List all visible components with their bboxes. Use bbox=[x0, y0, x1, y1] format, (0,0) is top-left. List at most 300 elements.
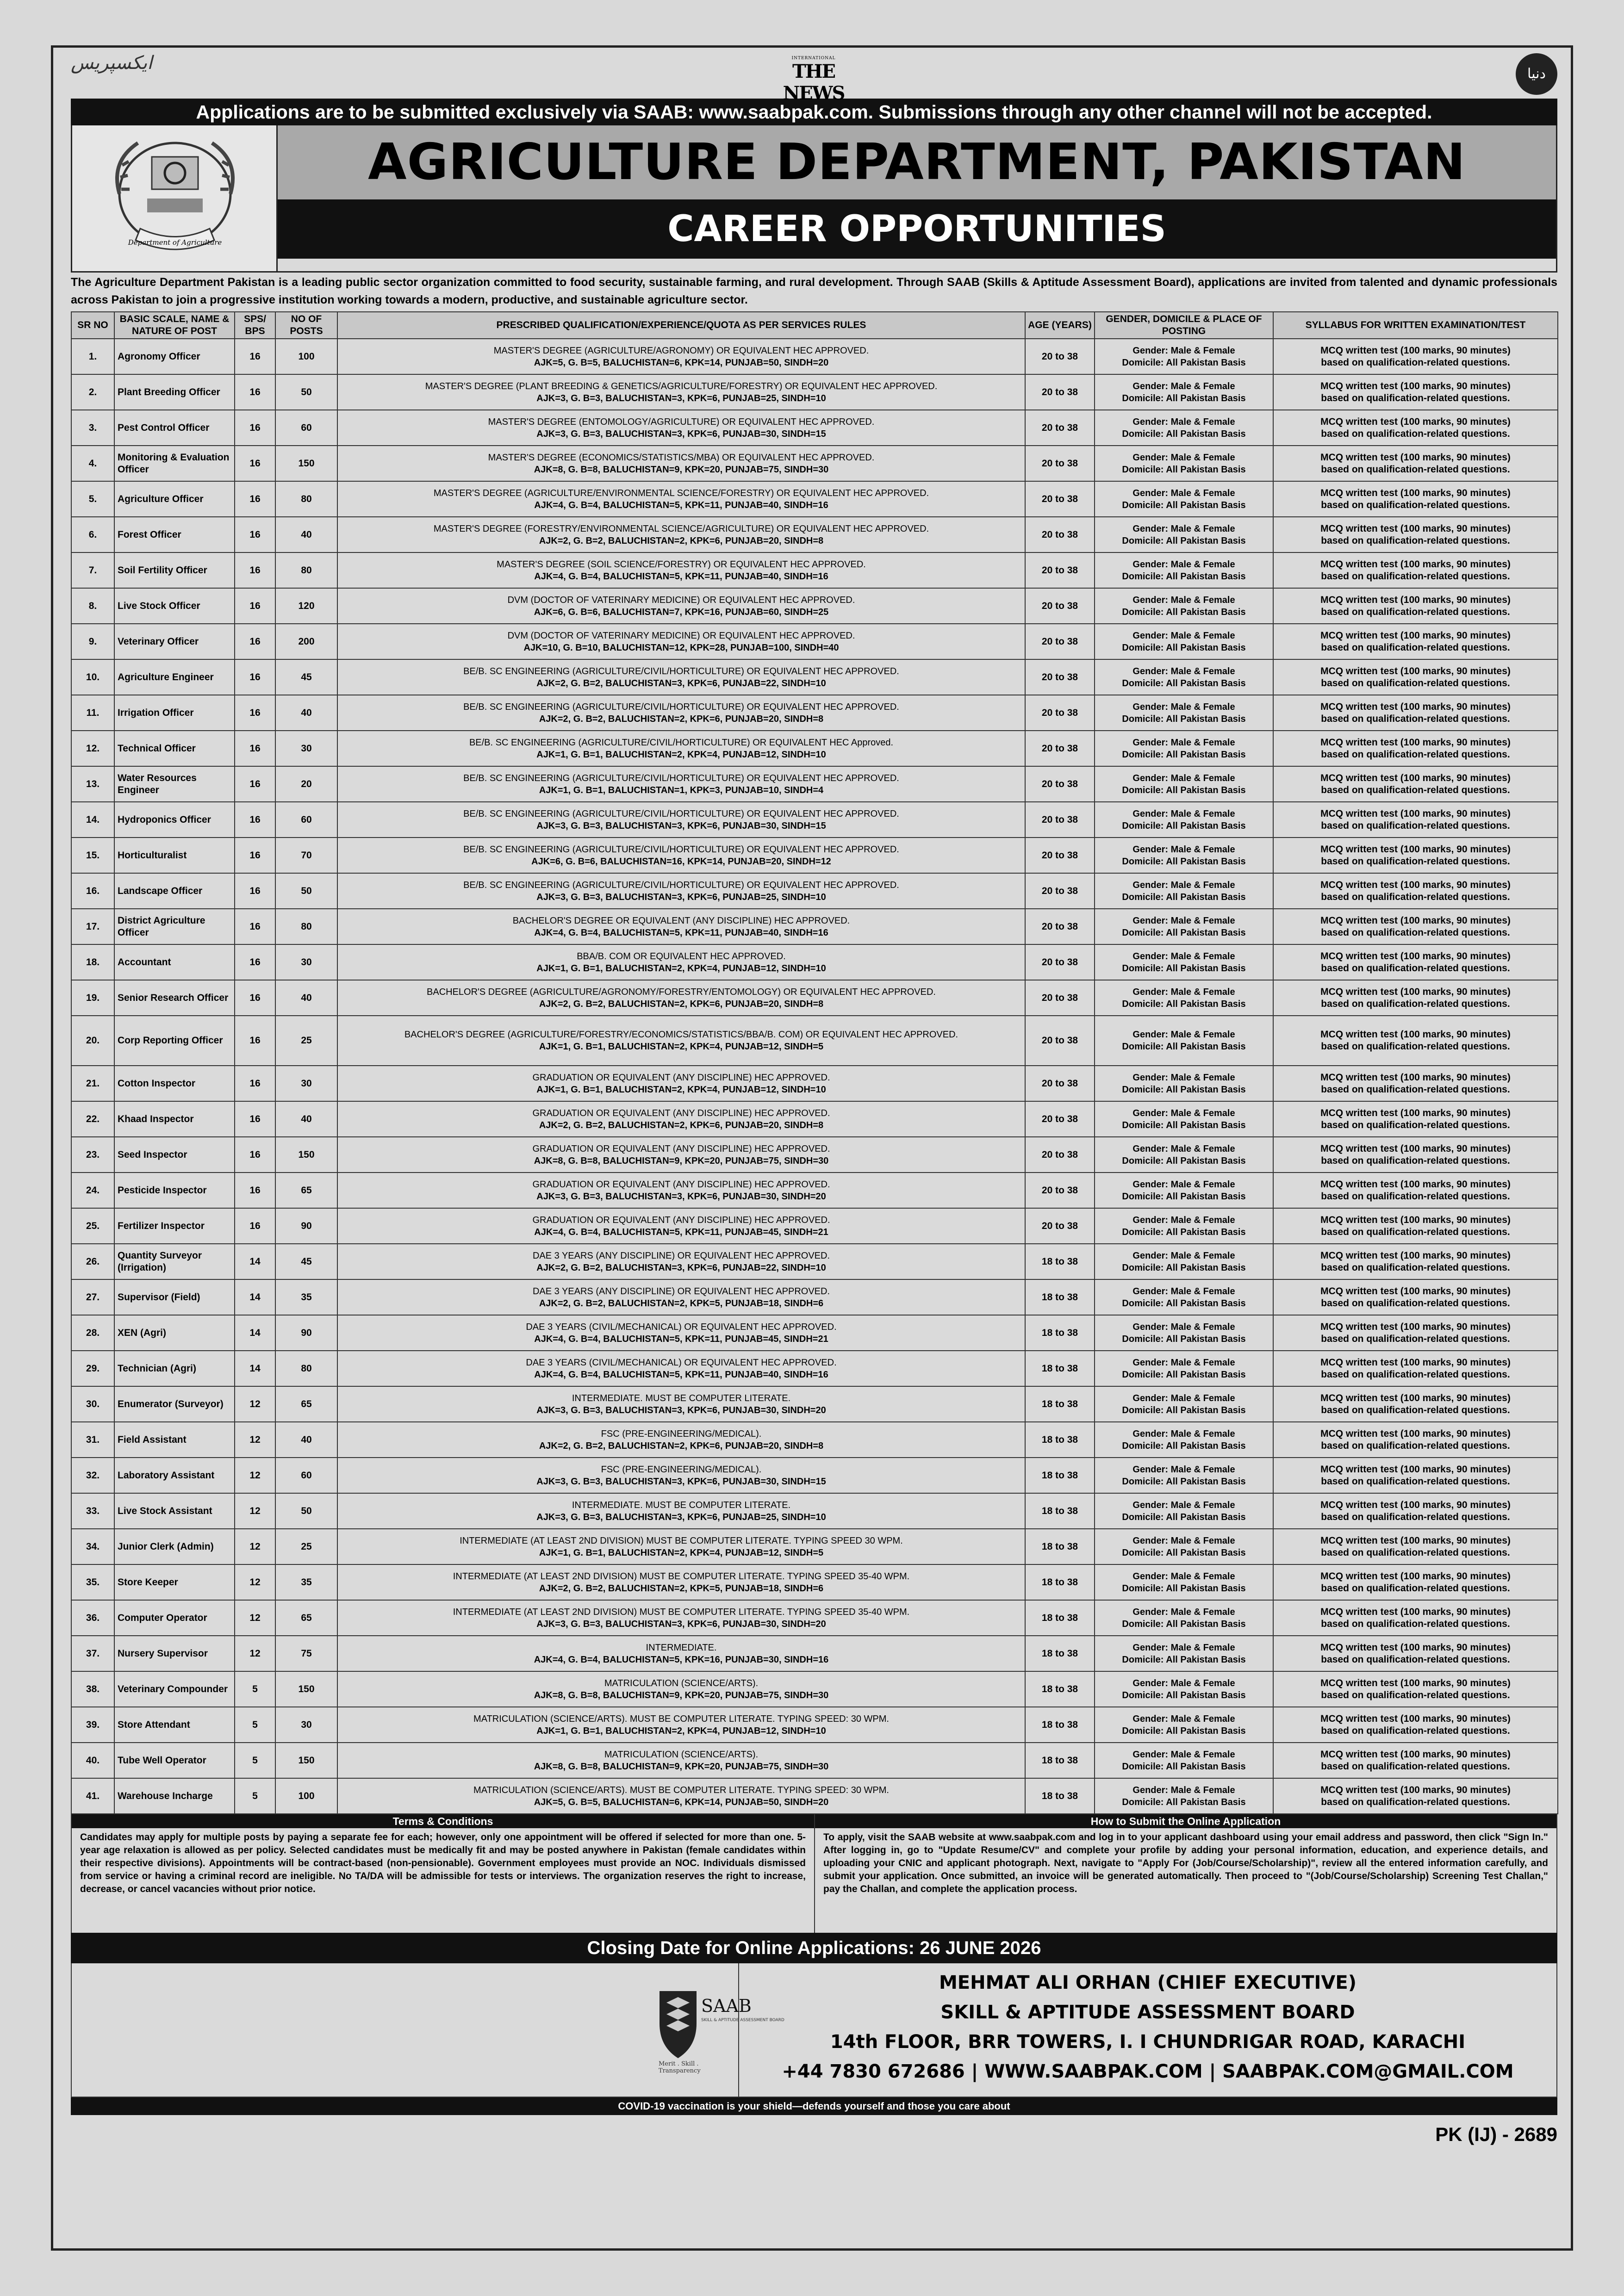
department-emblem bbox=[72, 125, 278, 271]
number-of-posts: 60 bbox=[275, 1458, 337, 1493]
syllabus-text: MCQ written test (100 marks, 90 minutes) bbox=[1320, 808, 1511, 819]
table-row bbox=[71, 1600, 1558, 1636]
gender-domicile-cell bbox=[1095, 624, 1273, 659]
serial-number: 37. bbox=[71, 1636, 114, 1671]
bps-scale: 12 bbox=[235, 1564, 275, 1600]
table-row bbox=[71, 1244, 1558, 1279]
table-row bbox=[71, 410, 1558, 446]
post-name: Agriculture Engineer bbox=[114, 659, 235, 695]
qualification-cell bbox=[337, 1101, 1025, 1137]
post-name: Water Resources Engineer bbox=[114, 766, 235, 802]
syllabus-cell bbox=[1273, 1529, 1558, 1564]
age-range: 20 to 38 bbox=[1025, 446, 1095, 481]
table-row bbox=[71, 1386, 1558, 1422]
post-name: Store Keeper bbox=[114, 1564, 235, 1600]
department-title: AGRICULTURE DEPARTMENT, PAKISTAN bbox=[278, 125, 1556, 199]
number-of-posts: 35 bbox=[275, 1279, 337, 1315]
table-row bbox=[71, 1529, 1558, 1564]
gender-text: Gender: Male & Female bbox=[1132, 951, 1235, 962]
bps-scale: 16 bbox=[235, 766, 275, 802]
qualification-cell bbox=[337, 624, 1025, 659]
advertisement-content bbox=[71, 48, 1557, 2146]
syllabus-detail: based on qualification-related questions. bbox=[1321, 1547, 1510, 1558]
syllabus-cell bbox=[1273, 1600, 1558, 1636]
table-row bbox=[71, 517, 1558, 552]
quota-text: AJK=1, G. B=1, BALUCHISTAN=2, KPK=4, PUNJAB=12, SINDH=10 bbox=[536, 1725, 826, 1736]
domicile-text: Domicile: All Pakistan Basis bbox=[1122, 927, 1246, 938]
domicile-text: Domicile: All Pakistan Basis bbox=[1122, 357, 1246, 368]
syllabus-detail: based on qualification-related questions. bbox=[1321, 1084, 1510, 1095]
age-range: 18 to 38 bbox=[1025, 1422, 1095, 1458]
quota-text: AJK=4, G. B=4, BALUCHISTAN=5, KPK=11, PUNJAB=40, SINDH=16 bbox=[534, 500, 828, 510]
qualification-text: DAE 3 YEARS (ANY DISCIPLINE) OR EQUIVALENT HEC APPROVED. bbox=[532, 1286, 830, 1297]
number-of-posts: 65 bbox=[275, 1386, 337, 1422]
column-header: AGE (YEARS) bbox=[1025, 312, 1095, 339]
table-row bbox=[71, 980, 1558, 1016]
gender-domicile-cell bbox=[1095, 410, 1273, 446]
gender-text: Gender: Male & Female bbox=[1132, 1286, 1235, 1297]
serial-number: 27. bbox=[71, 1279, 114, 1315]
syllabus-cell bbox=[1273, 944, 1558, 980]
the-news-logo-top: INTERNATIONAL bbox=[791, 56, 836, 61]
qualification-cell bbox=[337, 1707, 1025, 1743]
qualification-text: DAE 3 YEARS (CIVIL/MECHANICAL) OR EQUIVALENT HEC APPROVED. bbox=[526, 1322, 837, 1332]
gender-text: Gender: Male & Female bbox=[1132, 773, 1235, 783]
gender-domicile-cell bbox=[1095, 1016, 1273, 1066]
quota-text: AJK=4, G. B=4, BALUCHISTAN=5, KPK=11, PUNJAB=45, SINDH=21 bbox=[534, 1334, 828, 1344]
number-of-posts: 30 bbox=[275, 1707, 337, 1743]
qualification-text: BACHELOR'S DEGREE OR EQUIVALENT (ANY DISCIPLINE) HEC APPROVED. bbox=[512, 915, 850, 926]
qualification-text: DVM (DOCTOR OF VATERINARY MEDICINE) OR EQUIVALENT HEC APPROVED. bbox=[507, 630, 855, 641]
number-of-posts: 60 bbox=[275, 802, 337, 838]
age-range: 20 to 38 bbox=[1025, 588, 1095, 624]
table-row bbox=[71, 1173, 1558, 1208]
post-name: Warehouse Incharge bbox=[114, 1778, 235, 1814]
qualification-text: BE/B. SC ENGINEERING (AGRICULTURE/CIVIL/HORTICULTURE) OR EQUIVALENT HEC APPROVED. bbox=[463, 844, 899, 855]
table-row bbox=[71, 1458, 1558, 1493]
domicile-text: Domicile: All Pakistan Basis bbox=[1122, 393, 1246, 403]
serial-number: 16. bbox=[71, 873, 114, 909]
qualification-cell bbox=[337, 339, 1025, 374]
gender-domicile-cell bbox=[1095, 1244, 1273, 1279]
column-header: SR NO bbox=[71, 312, 114, 339]
qualification-text: MASTER'S DEGREE (AGRICULTURE/AGRONOMY) OR EQUIVALENT HEC APPROVED. bbox=[493, 345, 869, 356]
gender-domicile-cell bbox=[1095, 766, 1273, 802]
domicile-text: Domicile: All Pakistan Basis bbox=[1122, 428, 1246, 439]
quota-text: AJK=2, G. B=2, BALUCHISTAN=2, KPK=6, PUNJAB=20, SINDH=8 bbox=[539, 1120, 824, 1130]
qualification-cell bbox=[337, 374, 1025, 410]
post-name: Pest Control Officer bbox=[114, 410, 235, 446]
bps-scale: 16 bbox=[235, 624, 275, 659]
domicile-text: Domicile: All Pakistan Basis bbox=[1122, 1298, 1246, 1309]
bps-scale: 16 bbox=[235, 1016, 275, 1066]
syllabus-cell bbox=[1273, 1707, 1558, 1743]
number-of-posts: 70 bbox=[275, 838, 337, 873]
bps-scale: 16 bbox=[235, 517, 275, 552]
syllabus-text: MCQ written test (100 marks, 90 minutes) bbox=[1320, 915, 1511, 926]
post-name: Soil Fertility Officer bbox=[114, 552, 235, 588]
syllabus-text: MCQ written test (100 marks, 90 minutes) bbox=[1320, 665, 1511, 676]
gender-text: Gender: Male & Female bbox=[1132, 1030, 1235, 1040]
post-name: Accountant bbox=[114, 944, 235, 980]
bps-scale: 16 bbox=[235, 873, 275, 909]
serial-number: 40. bbox=[71, 1743, 114, 1778]
qualification-cell bbox=[337, 1529, 1025, 1564]
age-range: 20 to 38 bbox=[1025, 944, 1095, 980]
table-row bbox=[71, 1636, 1558, 1671]
table-row bbox=[71, 1707, 1558, 1743]
number-of-posts: 65 bbox=[275, 1600, 337, 1636]
syllabus-text: MCQ written test (100 marks, 90 minutes) bbox=[1320, 380, 1511, 391]
syllabus-cell bbox=[1273, 588, 1558, 624]
table-row bbox=[71, 624, 1558, 659]
quota-text: AJK=1, G. B=1, BALUCHISTAN=2, KPK=4, PUNJAB=12, SINDH=10 bbox=[536, 749, 826, 760]
domicile-text: Domicile: All Pakistan Basis bbox=[1122, 1227, 1246, 1237]
age-range: 20 to 38 bbox=[1025, 552, 1095, 588]
serial-number: 8. bbox=[71, 588, 114, 624]
domicile-text: Domicile: All Pakistan Basis bbox=[1122, 1619, 1246, 1629]
domicile-text: Domicile: All Pakistan Basis bbox=[1122, 1120, 1246, 1130]
serial-number: 38. bbox=[71, 1671, 114, 1707]
emblem-caption: Department of Agriculture bbox=[128, 238, 222, 247]
quota-text: AJK=8, G. B=8, BALUCHISTAN=9, KPK=20, PUNJAB=75, SINDH=30 bbox=[534, 464, 829, 475]
domicile-text: Domicile: All Pakistan Basis bbox=[1122, 642, 1246, 653]
domicile-text: Domicile: All Pakistan Basis bbox=[1122, 535, 1246, 546]
domicile-text: Domicile: All Pakistan Basis bbox=[1122, 1084, 1246, 1095]
age-range: 20 to 38 bbox=[1025, 481, 1095, 517]
ad-reference: PK (IJ) - 2689 bbox=[1435, 2123, 1557, 2145]
number-of-posts: 150 bbox=[275, 446, 337, 481]
table-row bbox=[71, 659, 1558, 695]
post-name: Computer Operator bbox=[114, 1600, 235, 1636]
domicile-text: Domicile: All Pakistan Basis bbox=[1122, 1547, 1246, 1558]
gender-text: Gender: Male & Female bbox=[1132, 880, 1235, 890]
syllabus-text: MCQ written test (100 marks, 90 minutes) bbox=[1320, 1642, 1511, 1653]
gender-domicile-cell bbox=[1095, 659, 1273, 695]
syllabus-detail: based on qualification-related questions. bbox=[1321, 1476, 1510, 1487]
contact-address: 14th FLOOR, BRR TOWERS, I. I CHUNDRIGAR ROAD, KARACHI bbox=[830, 2031, 1466, 2053]
qualification-cell bbox=[337, 552, 1025, 588]
syllabus-cell bbox=[1273, 1066, 1558, 1101]
contact-info bbox=[739, 1963, 1556, 2097]
qualification-text: BE/B. SC ENGINEERING (AGRICULTURE/CIVIL/HORTICULTURE) OR EQUIVALENT HEC APPROVED. bbox=[463, 773, 899, 783]
syllabus-detail: based on qualification-related questions. bbox=[1321, 1262, 1510, 1273]
post-name: XEN (Agri) bbox=[114, 1315, 235, 1351]
domicile-text: Domicile: All Pakistan Basis bbox=[1122, 1583, 1246, 1594]
gender-domicile-cell bbox=[1095, 695, 1273, 731]
quota-text: AJK=2, G. B=2, BALUCHISTAN=3, KPK=6, PUNJAB=22, SINDH=10 bbox=[536, 1262, 826, 1273]
table-row bbox=[71, 944, 1558, 980]
quota-text: AJK=3, G. B=3, BALUCHISTAN=3, KPK=6, PUNJAB=30, SINDH=20 bbox=[536, 1405, 826, 1415]
table-row bbox=[71, 838, 1558, 873]
serial-number: 6. bbox=[71, 517, 114, 552]
bps-scale: 16 bbox=[235, 374, 275, 410]
syllabus-text: MCQ written test (100 marks, 90 minutes) bbox=[1320, 1179, 1511, 1190]
domicile-text: Domicile: All Pakistan Basis bbox=[1122, 1155, 1246, 1166]
number-of-posts: 25 bbox=[275, 1016, 337, 1066]
number-of-posts: 120 bbox=[275, 588, 337, 624]
gender-domicile-cell bbox=[1095, 1707, 1273, 1743]
qualification-text: MATRICULATION (SCIENCE/ARTS). bbox=[604, 1749, 759, 1760]
how-to-heading: How to Submit the Online Application bbox=[815, 1814, 1556, 1828]
quota-text: AJK=2, G. B=2, BALUCHISTAN=2, KPK=6, PUNJAB=20, SINDH=8 bbox=[539, 714, 824, 724]
qualification-text: FSC (PRE-ENGINEERING/MEDICAL). bbox=[601, 1464, 762, 1475]
qualification-cell bbox=[337, 1458, 1025, 1493]
number-of-posts: 30 bbox=[275, 1066, 337, 1101]
age-range: 18 to 38 bbox=[1025, 1458, 1095, 1493]
serial-number: 36. bbox=[71, 1600, 114, 1636]
number-of-posts: 80 bbox=[275, 481, 337, 517]
domicile-text: Domicile: All Pakistan Basis bbox=[1122, 464, 1246, 475]
age-range: 20 to 38 bbox=[1025, 339, 1095, 374]
bps-scale: 16 bbox=[235, 909, 275, 944]
number-of-posts: 100 bbox=[275, 1778, 337, 1814]
age-range: 20 to 38 bbox=[1025, 802, 1095, 838]
syllabus-cell bbox=[1273, 481, 1558, 517]
gender-text: Gender: Male & Female bbox=[1132, 1571, 1235, 1582]
quota-text: AJK=4, G. B=4, BALUCHISTAN=5, KPK=16, PUNJAB=30, SINDH=16 bbox=[534, 1654, 829, 1665]
gender-domicile-cell bbox=[1095, 1279, 1273, 1315]
gender-domicile-cell bbox=[1095, 1636, 1273, 1671]
table-body bbox=[71, 339, 1558, 1814]
table-row bbox=[71, 1422, 1558, 1458]
syllabus-cell bbox=[1273, 980, 1558, 1016]
post-name: Quantity Surveyor (Irrigation) bbox=[114, 1244, 235, 1279]
syllabus-text: MCQ written test (100 marks, 90 minutes) bbox=[1320, 1499, 1511, 1510]
bps-scale: 14 bbox=[235, 1279, 275, 1315]
domicile-text: Domicile: All Pakistan Basis bbox=[1122, 1654, 1246, 1665]
qualification-text: DAE 3 YEARS (CIVIL/MECHANICAL) OR EQUIVALENT HEC APPROVED. bbox=[526, 1357, 837, 1368]
syllabus-detail: based on qualification-related questions. bbox=[1321, 571, 1510, 582]
post-name: Technician (Agri) bbox=[114, 1351, 235, 1386]
syllabus-text: MCQ written test (100 marks, 90 minutes) bbox=[1320, 487, 1511, 498]
post-name: Nursery Supervisor bbox=[114, 1636, 235, 1671]
serial-number: 14. bbox=[71, 802, 114, 838]
gender-domicile-cell bbox=[1095, 1493, 1273, 1529]
syllabus-detail: based on qualification-related questions. bbox=[1321, 1191, 1510, 1202]
table-row bbox=[71, 481, 1558, 517]
syllabus-cell bbox=[1273, 1351, 1558, 1386]
table-row bbox=[71, 1351, 1558, 1386]
post-name: Laboratory Assistant bbox=[114, 1458, 235, 1493]
gender-text: Gender: Male & Female bbox=[1132, 808, 1235, 819]
post-name: Store Attendant bbox=[114, 1707, 235, 1743]
masthead bbox=[71, 48, 1557, 104]
advertisement-frame bbox=[51, 45, 1573, 2251]
bps-scale: 16 bbox=[235, 802, 275, 838]
number-of-posts: 50 bbox=[275, 873, 337, 909]
domicile-text: Domicile: All Pakistan Basis bbox=[1122, 1334, 1246, 1344]
gender-text: Gender: Male & Female bbox=[1132, 1143, 1235, 1154]
syllabus-detail: based on qualification-related questions. bbox=[1321, 1796, 1510, 1807]
table-row bbox=[71, 1137, 1558, 1173]
quota-text: AJK=8, G. B=8, BALUCHISTAN=9, KPK=20, PUNJAB=75, SINDH=30 bbox=[534, 1761, 829, 1772]
syllabus-cell bbox=[1273, 1016, 1558, 1066]
age-range: 18 to 38 bbox=[1025, 1315, 1095, 1351]
syllabus-detail: based on qualification-related questions. bbox=[1321, 927, 1510, 938]
age-range: 20 to 38 bbox=[1025, 374, 1095, 410]
domicile-text: Domicile: All Pakistan Basis bbox=[1122, 963, 1246, 974]
qualification-cell bbox=[337, 1244, 1025, 1279]
syllabus-detail: based on qualification-related questions. bbox=[1321, 749, 1510, 760]
syllabus-text: MCQ written test (100 marks, 90 minutes) bbox=[1320, 1214, 1511, 1225]
age-range: 20 to 38 bbox=[1025, 1173, 1095, 1208]
syllabus-cell bbox=[1273, 1386, 1558, 1422]
quota-text: AJK=2, G. B=2, BALUCHISTAN=3, KPK=6, PUNJAB=22, SINDH=10 bbox=[536, 678, 826, 689]
gender-text: Gender: Male & Female bbox=[1132, 595, 1235, 605]
number-of-posts: 40 bbox=[275, 1101, 337, 1137]
gender-text: Gender: Male & Female bbox=[1132, 1713, 1235, 1724]
number-of-posts: 20 bbox=[275, 766, 337, 802]
quota-text: AJK=10, G. B=10, BALUCHISTAN=12, KPK=28, PUNJAB=100, SINDH=40 bbox=[523, 642, 839, 653]
quota-text: AJK=3, G. B=3, BALUCHISTAN=3, KPK=6, PUNJAB=30, SINDH=15 bbox=[536, 428, 826, 439]
syllabus-detail: based on qualification-related questions. bbox=[1321, 1654, 1510, 1665]
gender-domicile-cell bbox=[1095, 1778, 1273, 1814]
title-box bbox=[71, 125, 1557, 273]
gender-domicile-cell bbox=[1095, 1386, 1273, 1422]
gender-text: Gender: Male & Female bbox=[1132, 1393, 1235, 1403]
qualification-cell bbox=[337, 1778, 1025, 1814]
serial-number: 2. bbox=[71, 374, 114, 410]
syllabus-cell bbox=[1273, 909, 1558, 944]
syllabus-cell bbox=[1273, 1636, 1558, 1671]
bps-scale: 12 bbox=[235, 1529, 275, 1564]
post-name: Field Assistant bbox=[114, 1422, 235, 1458]
qualification-cell bbox=[337, 1208, 1025, 1244]
gender-domicile-cell bbox=[1095, 1173, 1273, 1208]
gender-domicile-cell bbox=[1095, 588, 1273, 624]
serial-number: 31. bbox=[71, 1422, 114, 1458]
qualification-cell bbox=[337, 1351, 1025, 1386]
syllabus-text: MCQ written test (100 marks, 90 minutes) bbox=[1320, 558, 1511, 570]
number-of-posts: 50 bbox=[275, 1493, 337, 1529]
syllabus-text: MCQ written test (100 marks, 90 minutes) bbox=[1320, 523, 1511, 534]
qualification-text: INTERMEDIATE (AT LEAST 2ND DIVISION) MUST BE COMPUTER LITERATE. TYPING SPEED 35-40 WPM. bbox=[453, 1571, 910, 1582]
syllabus-cell bbox=[1273, 695, 1558, 731]
quota-text: AJK=2, G. B=2, BALUCHISTAN=2, KPK=5, PUNJAB=18, SINDH=6 bbox=[539, 1583, 824, 1594]
syllabus-text: MCQ written test (100 marks, 90 minutes) bbox=[1320, 1749, 1511, 1760]
gender-text: Gender: Male & Female bbox=[1132, 1250, 1235, 1261]
post-name: Corp Reporting Officer bbox=[114, 1016, 235, 1066]
qualification-cell bbox=[337, 944, 1025, 980]
gender-domicile-cell bbox=[1095, 1458, 1273, 1493]
bps-scale: 16 bbox=[235, 944, 275, 980]
table-row bbox=[71, 731, 1558, 766]
syllabus-detail: based on qualification-related questions. bbox=[1321, 642, 1510, 653]
qualification-cell bbox=[337, 1743, 1025, 1778]
qualification-cell bbox=[337, 1173, 1025, 1208]
qualification-text: BE/B. SC ENGINEERING (AGRICULTURE/CIVIL/HORTICULTURE) OR EQUIVALENT HEC Approved. bbox=[469, 737, 894, 748]
qualification-text: MASTER'S DEGREE (ENTOMOLOGY/AGRICULTURE) OR EQUIVALENT HEC APPROVED. bbox=[488, 416, 875, 427]
post-name: Live Stock Assistant bbox=[114, 1493, 235, 1529]
syllabus-text: MCQ written test (100 marks, 90 minutes) bbox=[1320, 772, 1511, 783]
number-of-posts: 30 bbox=[275, 731, 337, 766]
table-row bbox=[71, 1315, 1558, 1351]
syllabus-text: MCQ written test (100 marks, 90 minutes) bbox=[1320, 1570, 1511, 1582]
domicile-text: Domicile: All Pakistan Basis bbox=[1122, 607, 1246, 617]
serial-number: 10. bbox=[71, 659, 114, 695]
age-range: 20 to 38 bbox=[1025, 1066, 1095, 1101]
gender-text: Gender: Male & Female bbox=[1132, 1678, 1235, 1688]
gender-domicile-cell bbox=[1095, 1422, 1273, 1458]
qualification-cell bbox=[337, 1279, 1025, 1315]
qualification-text: BACHELOR'S DEGREE (AGRICULTURE/AGRONOMY/FORESTRY/ENTOMOLOGY) OR EQUIVALENT HEC APPROVED. bbox=[427, 987, 936, 997]
serial-number: 21. bbox=[71, 1066, 114, 1101]
serial-number: 39. bbox=[71, 1707, 114, 1743]
number-of-posts: 40 bbox=[275, 695, 337, 731]
column-header: NO OF POSTS bbox=[275, 312, 337, 339]
domicile-text: Domicile: All Pakistan Basis bbox=[1122, 1405, 1246, 1415]
syllabus-cell bbox=[1273, 446, 1558, 481]
gender-text: Gender: Male & Female bbox=[1132, 1642, 1235, 1653]
contact-phone-web[interactable]: +44 7830 672686 | WWW.SAABPAK.COM | SAABPAK.COM@GMAIL.COM bbox=[782, 2061, 1514, 2082]
gender-text: Gender: Male & Female bbox=[1132, 1179, 1235, 1190]
gender-text: Gender: Male & Female bbox=[1132, 1535, 1235, 1546]
gender-domicile-cell bbox=[1095, 1137, 1273, 1173]
gender-domicile-cell bbox=[1095, 873, 1273, 909]
number-of-posts: 45 bbox=[275, 659, 337, 695]
serial-number: 15. bbox=[71, 838, 114, 873]
gender-domicile-cell bbox=[1095, 731, 1273, 766]
post-name: Plant Breeding Officer bbox=[114, 374, 235, 410]
syllabus-text: MCQ written test (100 marks, 90 minutes) bbox=[1320, 1464, 1511, 1475]
syllabus-cell bbox=[1273, 1778, 1558, 1814]
number-of-posts: 80 bbox=[275, 552, 337, 588]
post-name: Fertilizer Inspector bbox=[114, 1208, 235, 1244]
syllabus-detail: based on qualification-related questions. bbox=[1321, 1119, 1510, 1130]
number-of-posts: 75 bbox=[275, 1636, 337, 1671]
saab-subtitle: SKILL & APTITUDE ASSESSMENT BOARD bbox=[701, 2018, 784, 2023]
qualification-cell bbox=[337, 588, 1025, 624]
qualification-text: MATRICULATION (SCIENCE/ARTS). bbox=[604, 1678, 759, 1688]
syllabus-cell bbox=[1273, 552, 1558, 588]
agriculture-emblem-icon bbox=[101, 134, 249, 263]
qualification-cell bbox=[337, 481, 1025, 517]
syllabus-detail: based on qualification-related questions. bbox=[1321, 1369, 1510, 1380]
syllabus-detail: based on qualification-related questions. bbox=[1321, 535, 1510, 546]
table-row bbox=[71, 1778, 1558, 1814]
qualification-cell bbox=[337, 1016, 1025, 1066]
qualification-cell bbox=[337, 1671, 1025, 1707]
domicile-text: Domicile: All Pakistan Basis bbox=[1122, 1761, 1246, 1772]
age-range: 18 to 38 bbox=[1025, 1244, 1095, 1279]
quota-text: AJK=2, G. B=2, BALUCHISTAN=2, KPK=6, PUNJAB=20, SINDH=8 bbox=[539, 999, 824, 1009]
table-row bbox=[71, 339, 1558, 374]
post-name: Agriculture Officer bbox=[114, 481, 235, 517]
terms-heading: Terms & Conditions bbox=[72, 1814, 814, 1828]
qualification-cell bbox=[337, 1564, 1025, 1600]
gender-domicile-cell bbox=[1095, 552, 1273, 588]
age-range: 18 to 38 bbox=[1025, 1564, 1095, 1600]
syllabus-detail: based on qualification-related questions. bbox=[1321, 1440, 1510, 1451]
syllabus-text: MCQ written test (100 marks, 90 minutes) bbox=[1320, 1606, 1511, 1617]
number-of-posts: 150 bbox=[275, 1137, 337, 1173]
column-header: PRESCRIBED QUALIFICATION/EXPERIENCE/QUOTA AS PER SERVICES RULES bbox=[337, 312, 1025, 339]
qualification-text: GRADUATION OR EQUIVALENT (ANY DISCIPLINE) HEC APPROVED. bbox=[532, 1179, 830, 1190]
syllabus-cell bbox=[1273, 624, 1558, 659]
syllabus-detail: based on qualification-related questions. bbox=[1321, 713, 1510, 724]
syllabus-cell bbox=[1273, 802, 1558, 838]
column-header: GENDER, DOMICILE & PLACE OF POSTING bbox=[1095, 312, 1273, 339]
age-range: 18 to 38 bbox=[1025, 1493, 1095, 1529]
bps-scale: 16 bbox=[235, 838, 275, 873]
serial-number: 30. bbox=[71, 1386, 114, 1422]
syllabus-cell bbox=[1273, 731, 1558, 766]
number-of-posts: 50 bbox=[275, 374, 337, 410]
syllabus-detail: based on qualification-related questions. bbox=[1321, 1689, 1510, 1700]
serial-number: 17. bbox=[71, 909, 114, 944]
gender-domicile-cell bbox=[1095, 1600, 1273, 1636]
